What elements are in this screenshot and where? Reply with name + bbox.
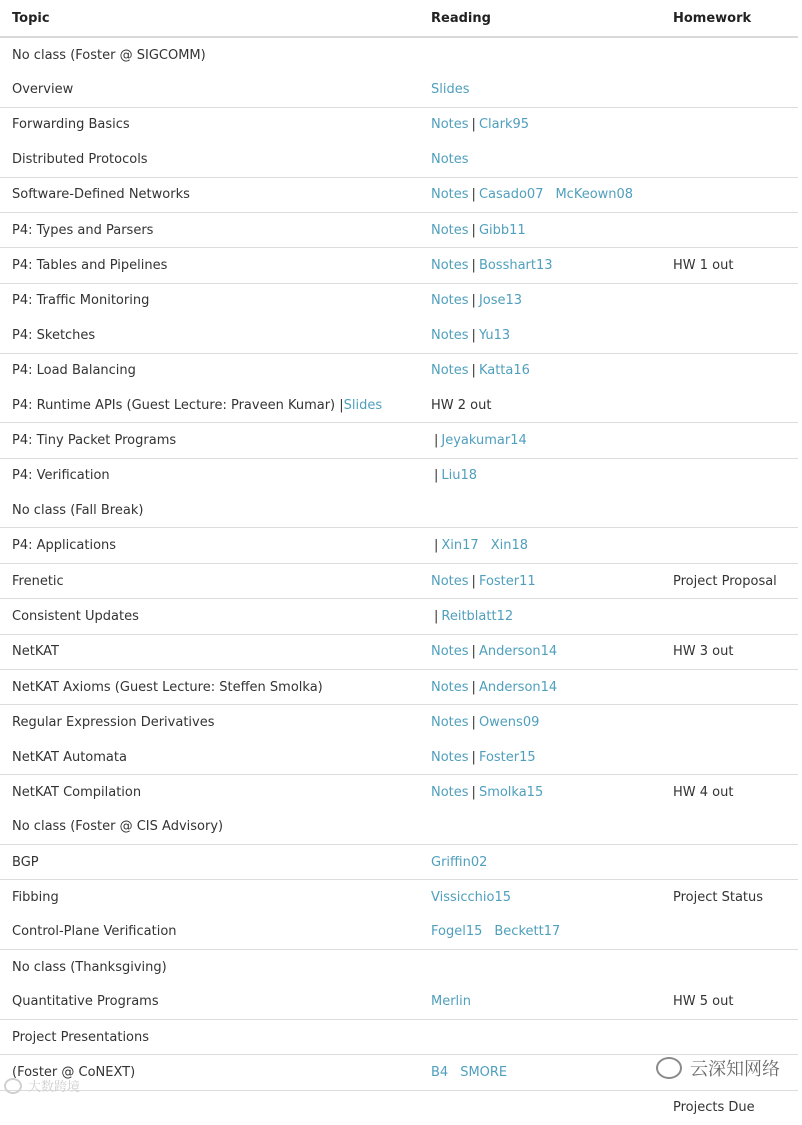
table-row (0, 527, 798, 562)
topic-text: Frenetic (12, 573, 64, 589)
reading-link[interactable]: Xin17 (441, 538, 479, 554)
reading-link[interactable]: Jeyakumar14 (441, 432, 527, 448)
table-row (0, 1019, 798, 1054)
topic-cell (12, 459, 110, 493)
topic-text: Software-Defined Networks (12, 187, 190, 203)
topic-text: Fibbing (12, 890, 59, 906)
topic-text: No class (Thanksgiving) (12, 959, 167, 975)
reading-cell (431, 705, 539, 739)
reading-link[interactable]: Vissicchio15 (431, 890, 512, 906)
table-row (0, 212, 798, 247)
topic-text: P4: Sketches (12, 327, 96, 343)
topic-text: Distributed Protocols (12, 151, 148, 167)
table-row (0, 704, 798, 739)
homework-text: HW 5 out (673, 994, 734, 1010)
topic-text: Overview (12, 82, 74, 98)
topic-text: NetKAT Axioms (Guest Lecture: Steffen Smolka) (12, 679, 323, 695)
table-row (0, 844, 798, 879)
reading-link[interactable]: Griffin02 (431, 854, 488, 870)
reading-link[interactable]: Reitblatt12 (441, 608, 514, 624)
topic-cell (12, 142, 148, 176)
table-row (0, 458, 798, 493)
reading-cell (431, 423, 527, 457)
separator: | (434, 432, 439, 448)
separator: | (471, 293, 476, 309)
topic-cell (12, 915, 177, 949)
homework-cell (673, 880, 763, 914)
topic-text: P4: Load Balancing (12, 363, 136, 379)
reading-link[interactable]: B4 (431, 1065, 449, 1081)
separator: | (471, 749, 476, 765)
reading-cell (431, 528, 528, 562)
homework-cell (673, 635, 733, 669)
reading-link[interactable]: Yu13 (478, 327, 511, 343)
homework-cell (673, 564, 777, 598)
reading-link[interactable]: Jose13 (478, 293, 523, 309)
table-row (0, 177, 798, 212)
reading-link[interactable]: Merlin (431, 994, 472, 1010)
watermark-left-text: 大数跨境 (28, 1080, 81, 1095)
topic-text: P4: Applications (12, 538, 117, 554)
reading-cell (431, 915, 560, 949)
topic-text: No class (Fall Break) (12, 502, 144, 518)
reading-link[interactable]: Foster11 (478, 573, 536, 589)
table-row (0, 1090, 798, 1125)
separator: | (471, 117, 476, 133)
reading-link[interactable]: Anderson14 (478, 679, 558, 695)
watermark-right (656, 1055, 780, 1081)
table-row (0, 107, 798, 142)
header-reading: Reading (431, 10, 491, 26)
reading-cell (431, 459, 477, 493)
watermark-left (4, 1076, 80, 1095)
topic-text: NetKAT Compilation (12, 784, 142, 800)
topic-cell (12, 775, 141, 809)
reading-cell (431, 284, 522, 318)
reading-link[interactable]: Owens09 (478, 715, 540, 731)
table-row (0, 774, 798, 809)
reading-link[interactable]: Smolka15 (478, 784, 544, 800)
weibo-icon (4, 1078, 22, 1094)
reading-cell (431, 670, 557, 704)
topic-cell (12, 705, 215, 739)
reading-link[interactable]: Anderson14 (478, 644, 558, 660)
topic-cell (12, 810, 223, 844)
topic-cell (12, 740, 127, 774)
topic-text: P4: Tiny Packet Programs (12, 432, 177, 448)
wechat-icon (656, 1057, 682, 1079)
reading-link[interactable]: Notes (431, 715, 469, 731)
table-row (0, 283, 798, 318)
reading-link[interactable]: Notes (431, 327, 469, 343)
topic-text: Control-Plane Verification (12, 924, 177, 940)
reading-link[interactable]: Notes (431, 679, 469, 695)
table-row (0, 493, 798, 527)
table-row (0, 740, 798, 774)
reading-cell (431, 108, 529, 142)
reading-cell (431, 388, 491, 422)
reading-link[interactable]: Notes (431, 222, 469, 238)
topic-text: P4: Traffic Monitoring (12, 293, 150, 309)
topic-text: Quantitative Programs (12, 994, 159, 1010)
topic-text: P4: Tables and Pipelines (12, 258, 168, 274)
header-homework: Homework (673, 10, 752, 26)
reading-cell (431, 564, 536, 598)
topic-cell (12, 388, 382, 422)
reading-cell (431, 635, 557, 669)
reading-cell (431, 213, 526, 247)
reading-link[interactable]: Xin18 (490, 538, 529, 554)
reading-link[interactable]: Notes (431, 151, 469, 167)
reading-link[interactable]: Notes (431, 363, 469, 379)
homework-text: HW 3 out (673, 644, 734, 660)
separator: | (434, 608, 439, 624)
separator: | (471, 784, 476, 800)
reading-link[interactable]: Beckett17 (494, 924, 561, 940)
homework-cell (673, 775, 733, 809)
reading-cell (431, 740, 536, 774)
table-row (0, 72, 798, 106)
topic-cell (12, 213, 153, 247)
topic-cell (12, 423, 176, 457)
reading-link[interactable]: Notes (431, 749, 469, 765)
reading-link[interactable]: McKeown08 (555, 187, 634, 203)
homework-text: Project Status (673, 890, 764, 906)
table-body (0, 38, 798, 1125)
separator: | (471, 644, 476, 660)
separator: | (471, 187, 476, 203)
topic-cell (12, 599, 139, 633)
reading-link[interactable]: Notes (431, 784, 469, 800)
reading-cell (431, 142, 469, 176)
reading-link[interactable]: Bosshart13 (478, 258, 553, 274)
topic-cell (12, 318, 95, 352)
topic-cell (12, 985, 159, 1019)
table-row (0, 247, 798, 282)
topic-text: NetKAT (12, 644, 59, 660)
reading-cell (431, 354, 530, 388)
table-row (0, 810, 798, 844)
reading-cell (431, 845, 487, 879)
table-row (0, 634, 798, 669)
separator: | (471, 258, 476, 274)
reading-cell (431, 178, 633, 212)
reading-link[interactable]: Gibb11 (478, 222, 526, 238)
table-row (0, 669, 798, 704)
topic-cell (12, 178, 190, 212)
table-row (0, 985, 798, 1019)
topic-text: Project Presentations (12, 1029, 150, 1045)
reading-link[interactable]: Notes (431, 293, 469, 309)
reading-cell (431, 775, 543, 809)
reading-link[interactable]: Slides (343, 397, 383, 413)
topic-text: P4: Verification (12, 468, 110, 484)
homework-cell (673, 248, 733, 282)
table-row (0, 142, 798, 176)
topic-cell (12, 1020, 149, 1054)
reading-cell (431, 599, 513, 633)
reading-cell (431, 248, 553, 282)
table-header (0, 0, 798, 38)
homework-text: Project Proposal (673, 573, 777, 589)
separator: | (471, 363, 476, 379)
separator: | (471, 573, 476, 589)
reading-link[interactable]: Notes (431, 644, 469, 660)
topic-text: (Foster @ CoNEXT) (12, 1065, 136, 1081)
reading-link[interactable]: Notes (431, 573, 469, 589)
reading-cell (431, 72, 470, 106)
topic-cell (12, 670, 323, 704)
topic-text: No class (Foster @ CIS Advisory) (12, 819, 224, 835)
reading-link[interactable]: Notes (431, 117, 469, 133)
reading-link[interactable]: Casado07 (478, 187, 544, 203)
topic-text: Regular Expression Derivatives (12, 715, 215, 731)
topic-cell (12, 72, 73, 106)
homework-text: HW 1 out (673, 258, 734, 274)
table-row (0, 388, 798, 422)
table-row (0, 318, 798, 352)
topic-cell (12, 354, 136, 388)
topic-cell (12, 248, 167, 282)
homework-text: Projects Due (673, 1100, 755, 1116)
table-row (0, 879, 798, 914)
separator: | (471, 222, 476, 238)
topic-cell (12, 493, 143, 527)
topic-cell (12, 950, 167, 984)
topic-text: Consistent Updates (12, 608, 139, 624)
separator: | (434, 538, 439, 554)
separator: | (434, 468, 439, 484)
separator: | (471, 679, 476, 695)
topic-cell (12, 38, 206, 72)
topic-cell (12, 284, 149, 318)
table-row (0, 422, 798, 457)
topic-cell (12, 564, 64, 598)
table-row (0, 38, 798, 72)
table-row (0, 949, 798, 984)
topic-cell (12, 108, 130, 142)
reading-link[interactable]: Notes (431, 258, 469, 274)
topic-cell (12, 635, 59, 669)
reading-link[interactable]: Liu18 (441, 468, 478, 484)
reading-cell (431, 318, 510, 352)
topic-text: P4: Types and Parsers (12, 222, 154, 238)
watermark-right-text: 云深知网络 (690, 1059, 780, 1080)
topic-cell (12, 528, 116, 562)
separator: | (471, 327, 476, 343)
reading-link[interactable]: Notes (431, 187, 469, 203)
table-row (0, 353, 798, 388)
reading-cell (431, 1055, 507, 1089)
topic-cell (12, 880, 59, 914)
topic-text: BGP (12, 854, 39, 870)
reading-link[interactable]: Katta16 (478, 363, 530, 379)
topic-text: P4: Runtime APIs (Guest Lecture: Praveen Kumar) | (12, 397, 344, 413)
reading-text: HW 2 out (431, 397, 492, 413)
reading-cell (431, 985, 471, 1019)
table-row (0, 563, 798, 598)
topic-text: Forwarding Basics (12, 117, 130, 133)
reading-cell (431, 880, 511, 914)
header-topic: Topic (12, 10, 50, 26)
reading-link[interactable]: SMORE (460, 1065, 508, 1081)
reading-link[interactable]: Clark95 (478, 117, 530, 133)
homework-cell (673, 1091, 755, 1125)
topic-text: NetKAT Automata (12, 749, 127, 765)
reading-link[interactable]: Fogel15 (431, 924, 483, 940)
reading-link[interactable]: Foster15 (478, 749, 536, 765)
topic-text: No class (Foster @ SIGCOMM) (12, 47, 206, 63)
homework-cell (673, 985, 733, 1019)
table-row (0, 598, 798, 633)
topic-cell (12, 845, 39, 879)
separator: | (471, 715, 476, 731)
reading-link[interactable]: Slides (431, 82, 470, 98)
table-row (0, 915, 798, 949)
homework-text: HW 4 out (673, 784, 734, 800)
